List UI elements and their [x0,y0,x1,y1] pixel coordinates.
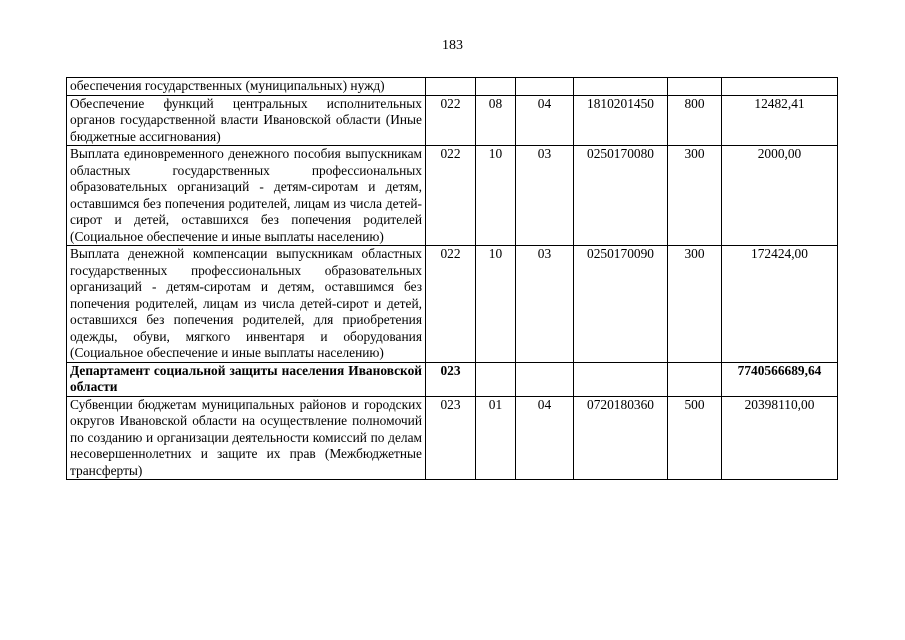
row-section-cell: 10 [476,146,516,246]
row-target-article-cell: 0250170080 [574,146,668,246]
row-gr-code-cell: 022 [426,246,476,363]
row-expense-type-cell: 300 [668,146,722,246]
table-row [67,95,838,146]
row-section-cell: 08 [476,95,516,146]
row-subsection-cell: 03 [516,146,574,246]
row-gr-code-cell [426,78,476,96]
row-gr-code-cell: 023 [426,396,476,480]
table-row [67,362,838,396]
row-target-article-cell: 0720180360 [574,396,668,480]
table-row [67,78,838,96]
row-subsection-cell [516,362,574,396]
row-subsection-cell: 04 [516,95,574,146]
table-row [67,396,838,480]
row-section-cell: 01 [476,396,516,480]
row-gr-code-cell: 022 [426,146,476,246]
row-expense-type-cell: 500 [668,396,722,480]
budget-table-body [67,78,838,480]
table-row [67,246,838,363]
row-name-cell: Выплата денежной компенсации выпускникам областных государственных профессиональных образовательных организаций - детям-сиротам и детям, оставшимся без попечения родителей, лицам из числа детей-сирот и детей, оставшихся без попечения родителей, для приобретения одежды, обуви, мягкого инвентаря и оборудования (Социальное обеспечение и иные выплаты населению) [67,246,426,363]
row-gr-code-cell: 022 [426,95,476,146]
row-name-cell: Выплата единовременного денежного пособия выпускникам областных государственных профессиональных образовательных организаций - детям-сиротам и детям, оставшимся без попечения родителей, лицам из числа детей-сирот и детей, оставшихся без попечения родителей (Социальное обеспечение и иные выплаты населению) [67,146,426,246]
row-subsection-cell: 04 [516,396,574,480]
table-row [67,146,838,246]
row-name-cell: Департамент социальной защиты населения Ивановской области [67,362,426,396]
row-target-article-cell [574,78,668,96]
row-name-cell: обеспечения государственных (муниципальных) нужд) [67,78,426,96]
row-name-cell: Субвенции бюджетам муниципальных районов и городских округов Ивановской области на осуществление полномочий по созданию и организации деятельности комиссий по делам несовершеннолетних и защите их прав (Межбюджетные трансферты) [67,396,426,480]
row-gr-code-cell: 023 [426,362,476,396]
row-expense-type-cell: 800 [668,95,722,146]
row-target-article-cell [574,362,668,396]
row-section-cell [476,78,516,96]
row-subsection-cell [516,78,574,96]
row-expense-type-cell [668,78,722,96]
row-amount-cell [722,78,838,96]
row-target-article-cell: 0250170090 [574,246,668,363]
row-expense-type-cell: 300 [668,246,722,363]
row-amount-cell: 2000,00 [722,146,838,246]
budget-table [66,77,838,480]
row-section-cell: 10 [476,246,516,363]
row-amount-cell: 12482,41 [722,95,838,146]
row-amount-cell: 172424,00 [722,246,838,363]
row-target-article-cell: 1810201450 [574,95,668,146]
row-amount-cell: 7740566689,64 [722,362,838,396]
row-subsection-cell: 03 [516,246,574,363]
page-number: 183 [442,38,463,53]
row-section-cell [476,362,516,396]
row-expense-type-cell [668,362,722,396]
row-name-cell: Обеспечение функций центральных исполнительных органов государственной власти Ивановской области (Иные бюджетные ассигнования) [67,95,426,146]
row-amount-cell: 20398110,00 [722,396,838,480]
